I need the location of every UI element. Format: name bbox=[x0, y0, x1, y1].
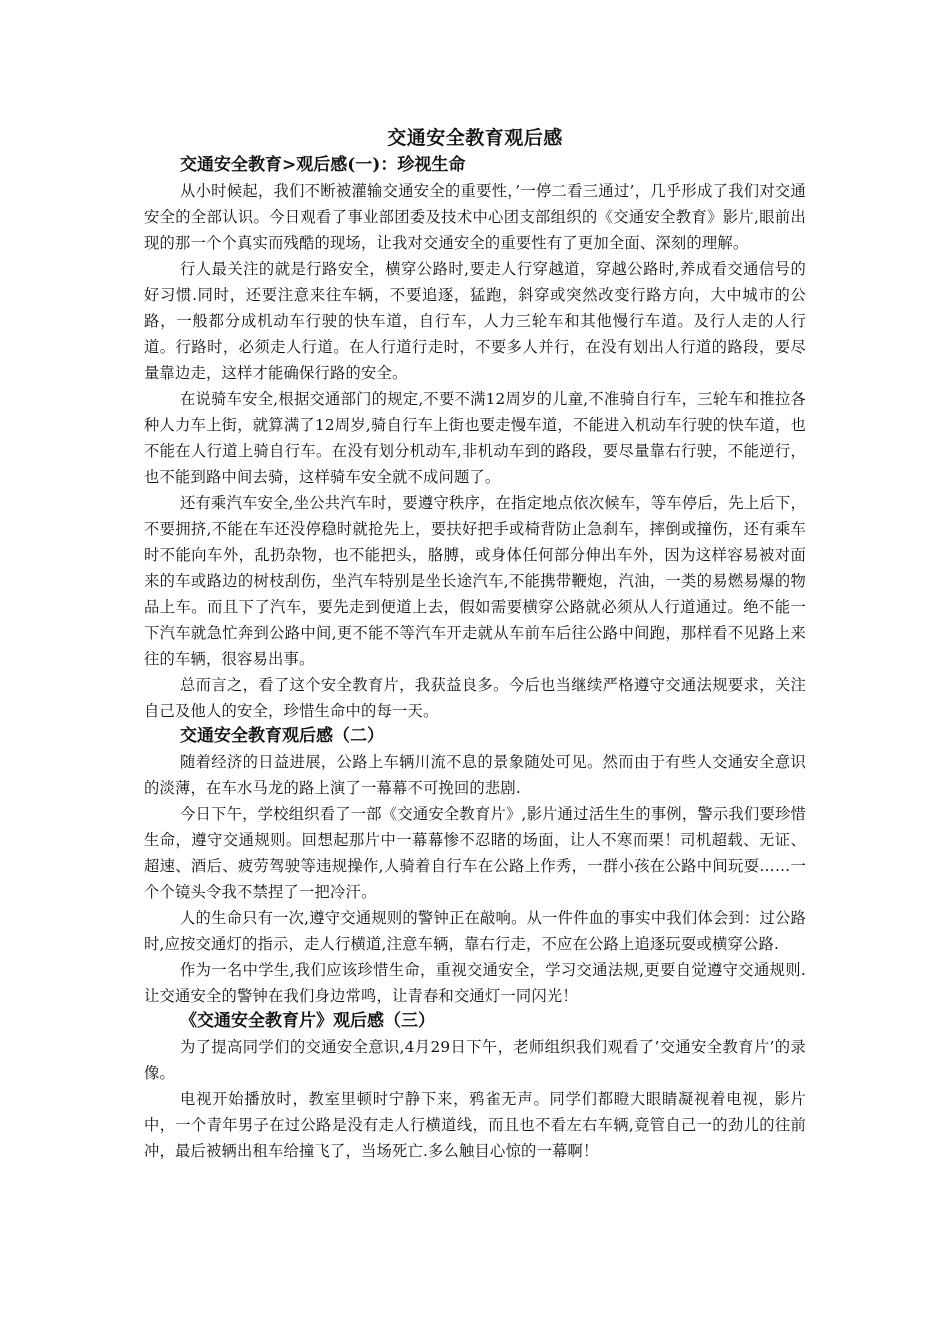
section-2 bbox=[144, 724, 806, 1009]
paragraph: 总而言之，看了这个安全教育片，我获益良多。今后也当继续严格遵守交通法规要求，关注自己及他人的安全，珍惜生命中的每一天。 bbox=[144, 676, 806, 720]
paragraph: 今日下午，学校组织看了一部《交通安全教育片》,影片通过活生生的事例，警示我们要珍惜生命，遵守交通规则。回想起那片中一幕幕惨不忍睹的场面，让人不寒而栗！司机超载、无证、超速、酒后、疲劳驾驶等违规操作,人骑着自行车在公路上作秀，一群小孩在公路中间玩耍……一个个镜头令我不禁捏了一把冷汗。 bbox=[144, 805, 806, 901]
document-title: 交通安全教育观后感 bbox=[387, 127, 563, 149]
section-heading: 交通安全教育观后感（二） bbox=[180, 726, 384, 746]
section-heading: 交通安全教育>观后感(一)：珍视生命 bbox=[180, 155, 466, 175]
paragraph: 从小时候起，我们不断被灌输交通安全的重要性，’一停二看三通过’，几乎形成了我们对交通安全的全部认识。今日观看了事业部团委及技术中心团支部组织的《交通安全教育》影片,眼前出现的那一个个真实而残酷的现场，让我对交通安全的重要性有了更加全面、深刻的理解。 bbox=[144, 182, 806, 252]
paragraph: 作为一名中学生,我们应该珍惜生命，重视交通安全，学习交通法规,更要自觉遵守交通规则.让交通安全的警钟在我们身边常鸣，让青春和交通灯一同闪光！ bbox=[144, 961, 806, 1005]
section-3 bbox=[144, 1009, 806, 1164]
paragraph: 电视开始播放时，教室里顿时宁静下来，鸦雀无声。同学们都瞪大眼睛凝视着电视，影片中，一个青年男子在过公路是没有走人行横道线，而且也不看左右车辆,竟管自己一的劲儿的往前冲，最后被辆出租车给撞飞了，当场死亡.多么触目心惊的一幕啊！ bbox=[144, 1090, 806, 1160]
paragraph: 人的生命只有一次,遵守交通规则的警钟正在敲响。从一件件血的事实中我们体会到：过公路时,应按交通灯的指示，走人行横道,注意车辆，靠右行走，不应在公路上追逐玩耍或横穿公路. bbox=[144, 909, 806, 953]
paragraph: 随着经济的日益进展，公路上车辆川流不息的景象随处可见。然而由于有些人交通安全意识的淡薄，在车水马龙的路上演了一幕幕不可挽回的悲剧. bbox=[144, 753, 806, 797]
section-heading: 《交通安全教育片》观后感（三） bbox=[180, 1011, 435, 1031]
section-1 bbox=[144, 153, 806, 724]
paragraph: 在说骑车安全,根据交通部门的规定,不要不满12周岁的儿童,不准骑自行车，三轮车和推拉各种人力车上街，就算满了12周岁,骑自行车上街也要走慢车道，不能进入机动车行驶的快车道，也不能在人行道上骑自行车。在没有划分机动车,非机动车到的路段，要尽量靠右行驶，不能逆行，也不能到路中间去骑，这样骑车安全就不成问题了。 bbox=[144, 390, 806, 486]
paragraph: 为了提高同学们的交通安全意识,4月29日下午，老师组织我们观看了’交通安全教育片’的录像。 bbox=[144, 1038, 806, 1082]
document-body bbox=[144, 123, 806, 1164]
paragraph: 行人最关注的就是行路安全，横穿公路时,要走人行穿越道，穿越公路时,养成看交通信号的好习惯.同时，还要注意来往车辆，不要追逐，猛跑，斜穿或突然改变行路方向，大中城市的公路，一般都分成机动车行驶的快车道，自行车，人力三轮车和其他慢行车道。及行人走的人行道。行路时，必须走人行道。在人行道行走时，不要多人并行，在没有划出人行道的路段，要尽量靠边走，这样才能确保行路的安全。 bbox=[144, 260, 806, 382]
paragraph: 还有乘汽车安全,坐公共汽车时，要遵守秩序，在指定地点依次候车，等车停后，先上后下，不要拥挤,不能在车还没停稳时就抢先上，要扶好把手或椅背防止急刹车，摔倒或撞伤，还有乘车时不能向车外，乱扔杂物，也不能把头，胳膊，或身体任何部分伸出车外，因为这样容易被对面来的车或路边的树枝刮伤，坐汽车特别是坐长途汽车,不能携带鞭炮，汽油，一类的易燃易爆的物品上车。而且下了汽车，要先走到便道上去，假如需要横穿公路就必须从人行道通过。绝不能一下汽车就急忙奔到公路中间,更不能不等汽车开走就从车前车后往公路中间跑，那样看不见路上来往的车辆，很容易出事。 bbox=[144, 494, 806, 668]
